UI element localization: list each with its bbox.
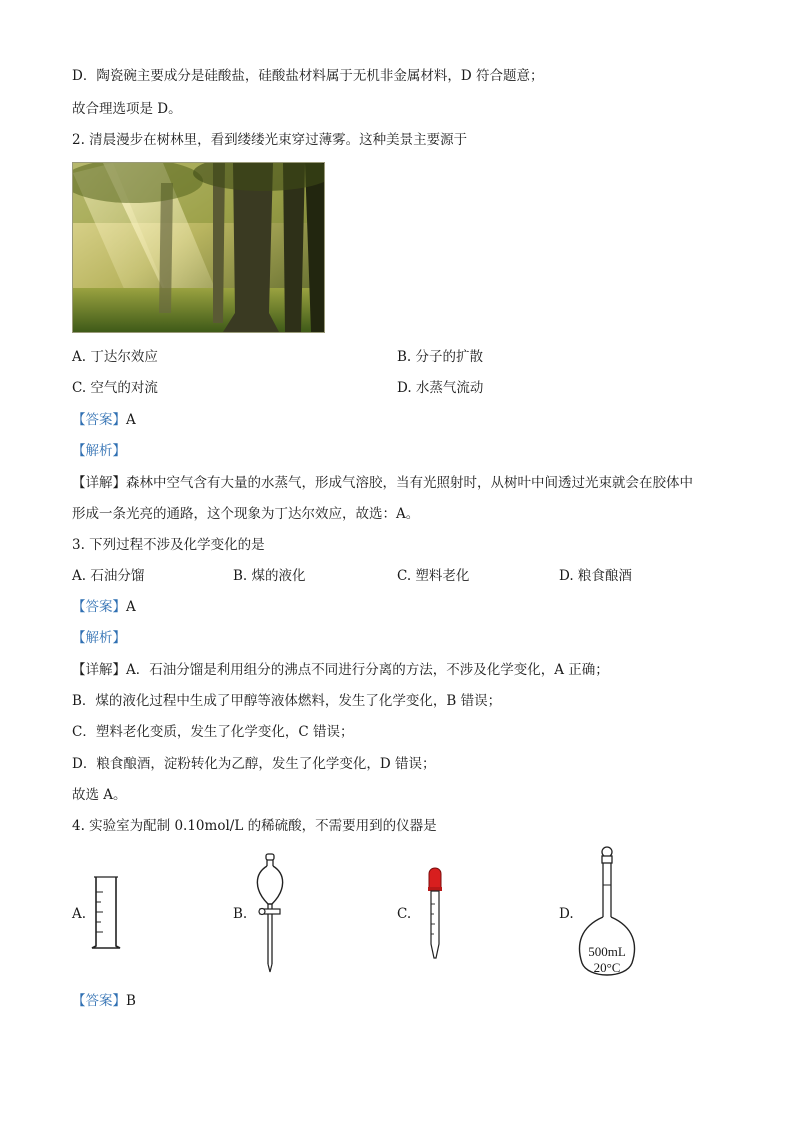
q4-option-c-label: C.: [397, 906, 412, 922]
q2-option-a: A. 丁达尔效应: [72, 349, 158, 365]
q2-analysis-tag: 【解析】: [72, 443, 126, 459]
q2-option-b: B. 分子的扩散: [397, 349, 484, 365]
q4-option-a-label: A.: [72, 906, 87, 922]
text-line: C．塑料老化变质，发生了化学变化，C 错误；: [72, 724, 354, 740]
answer-tag: 【答案】: [72, 599, 126, 615]
text-line: D．粮食酿酒，淀粉转化为乙醇，发生了化学变化，D 错误；: [72, 756, 436, 772]
q3-detail: [72, 660, 609, 680]
answer-tag: 【答案】: [72, 993, 126, 1009]
q2-option-c: C. 空气的对流: [72, 380, 158, 396]
q4-option-b-label: B.: [233, 906, 248, 922]
answer-value: A: [126, 412, 136, 428]
q4-answer: [72, 991, 136, 1011]
detail-tag: 【详解】: [72, 475, 126, 491]
text-line: 形成一条光亮的通路，这个现象为丁达尔效应，故选：A。: [72, 506, 420, 522]
q3-option-b: B. 煤的液化: [233, 568, 306, 584]
q2-detail: [72, 473, 693, 493]
q3-option-a: A. 石油分馏: [72, 568, 145, 584]
q3-option-c: C. 塑料老化: [397, 568, 470, 584]
text-line: D．陶瓷碗主要成分是硅酸盐，硅酸盐材料属于无机非金属材料，D 符合题意；: [72, 68, 544, 84]
q2-option-d: D. 水蒸气流动: [397, 380, 484, 396]
separatory-funnel-icon: [250, 852, 290, 978]
q2-answer: [72, 410, 136, 430]
q3-analysis-tag: 【解析】: [72, 630, 126, 646]
graduated-cylinder-icon: [88, 872, 124, 956]
q3-answer: [72, 597, 136, 617]
detail-tag: 【详解】: [72, 662, 126, 678]
detail-text: A．石油分馏是利用组分的沸点不同进行分离的方法，不涉及化学变化，A 正确；: [126, 662, 609, 678]
q4-option-d-label: D.: [559, 906, 574, 922]
answer-tag: 【答案】: [72, 412, 126, 428]
text-line: 故合理选项是 D。: [72, 101, 182, 117]
answer-value: A: [126, 599, 136, 615]
detail-text: 森林中空气含有大量的水蒸气，形成气溶胶，当有光照射时，从树叶中间透过光束就会在胶体中: [126, 475, 693, 491]
q3-option-d: D. 粮食酿酒: [559, 568, 632, 584]
text-line: 故选 A。: [72, 787, 127, 803]
question-3: 3. 下列过程不涉及化学变化的是: [72, 537, 265, 553]
flask-capacity-label: [583, 944, 631, 976]
flask-volume-text: 500mL: [588, 944, 626, 959]
question-2: 2. 清晨漫步在树林里，看到缕缕光束穿过薄雾。这种美景主要源于: [72, 132, 468, 148]
answer-value: B: [126, 993, 136, 1009]
text-line: B．煤的液化过程中生成了甲醇等液体燃料，发生了化学变化，B 错误；: [72, 693, 502, 709]
forest-sunbeam-photo: [72, 162, 325, 333]
question-4: 4. 实验室为配制 0.10mol/L 的稀硫酸，不需要用到的仪器是: [72, 818, 437, 834]
flask-temp-text: 20°C: [593, 960, 621, 975]
dropper-icon: [424, 864, 446, 966]
